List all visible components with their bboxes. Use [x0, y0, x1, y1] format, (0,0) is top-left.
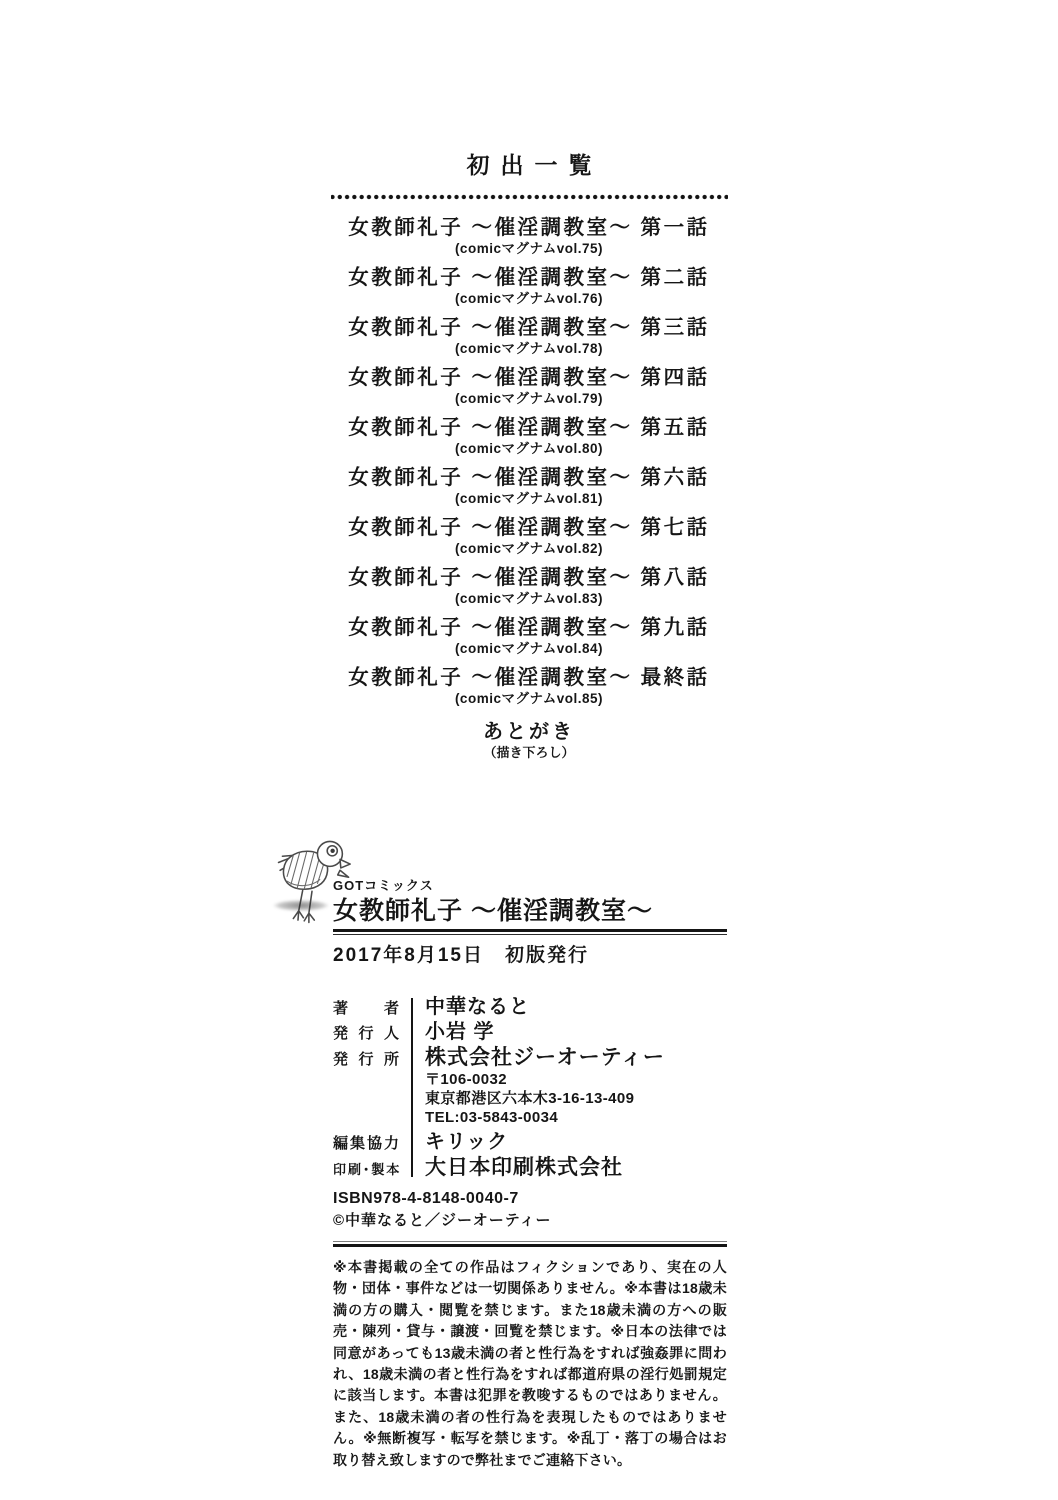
credit-label: 発行所	[333, 1051, 399, 1068]
credit-label: 著者	[333, 1000, 399, 1017]
chapter-entry	[0, 616, 1058, 657]
got-bird-mascot-icon	[273, 836, 351, 931]
credit-value: 大日本印刷株式会社	[425, 1156, 623, 1179]
credit-row-printing	[333, 1155, 727, 1180]
first-appearance-section	[0, 150, 1058, 762]
credits-vertical-divider	[411, 998, 413, 1177]
book-title: 女教師礼子 ～催淫調教室～	[333, 897, 653, 925]
chapter-entry	[0, 416, 1058, 457]
chapter-title: 女教師礼子 ～催淫調教室～ 第四話	[348, 366, 710, 389]
chapter-title: 女教師礼子 ～催淫調教室～ 最終話	[348, 666, 710, 689]
imprint-label: GOTコミックス	[333, 878, 434, 893]
chapter-source: (comicマグナムvol.79)	[454, 391, 604, 406]
chapter-title: 女教師礼子 ～催淫調教室～ 第八話	[348, 566, 710, 589]
chapter-entry	[0, 566, 1058, 607]
chapter-title: 女教師礼子 ～催淫調教室～ 第二話	[348, 266, 710, 289]
chapter-title: 女教師礼子 ～催淫調教室～ 第五話	[348, 416, 710, 439]
credits-table	[333, 995, 727, 1180]
chapter-entry	[0, 316, 1058, 357]
publisher-phone: TEL:03-5843-0034	[425, 1109, 559, 1126]
chapter-title: 女教師礼子 ～催淫調教室～ 第七話	[348, 516, 710, 539]
credit-row-editing	[333, 1130, 727, 1155]
chapter-entry	[0, 266, 1058, 307]
publisher-postal-code: 〒106-0032	[425, 1071, 507, 1088]
colophon-section	[271, 836, 731, 1471]
disclaimer-divider	[333, 1241, 727, 1247]
disclaimer-text: ※本書掲載の全ての作品はフィクションであり、実在の人物・団体・事件などは一切関係ありません。※本書は18歳未満の方の購入・閲覧を禁じます。また18歳未満の方への販売・陳列・貸与・譲渡・回覧を禁じます。※日本の法律では同意があっても13歳未満の者と性行為をすれば強姦罪に問われ、18歳未満の者と性行為をすれば都道府県の淫行処罰規定に該当します。本書は犯罪を教唆するものではありません。また、18歳未満の者の性行為を表現したものではありません。※無断複写・転写を禁じます。※乱丁・落丁の場合はお取り替え致しますので弊社までご連絡下さい。	[333, 1259, 727, 1468]
mascot-shadow	[273, 900, 329, 911]
chapter-entry	[0, 466, 1058, 507]
publication-date: 2017年8月15日 初版発行	[333, 945, 589, 966]
colophon-text	[333, 836, 727, 1471]
credit-row-author	[333, 995, 727, 1020]
chapter-title: 女教師礼子 ～催淫調教室～ 第一話	[348, 216, 710, 239]
credit-label: 編集協力	[333, 1135, 399, 1152]
chapter-source: (comicマグナムvol.78)	[454, 341, 604, 356]
isbn: ISBN978-4-8148-0040-7	[333, 1190, 519, 1207]
chapter-title: 女教師礼子 ～催淫調教室～ 第六話	[348, 466, 710, 489]
chapter-entry	[0, 216, 1058, 257]
chapter-title: 女教師礼子 ～催淫調教室～ 第三話	[348, 316, 710, 339]
title-underline	[333, 929, 727, 935]
section-heading: 初出一覧	[466, 152, 603, 178]
afterword	[0, 720, 1058, 762]
chapter-source: (comicマグナムvol.81)	[454, 491, 604, 506]
chapter-list	[0, 216, 1058, 707]
credit-value: 小岩 学	[425, 1021, 495, 1043]
afterword-title: あとがき	[483, 721, 575, 743]
chapter-entry	[0, 366, 1058, 407]
credit-label: 発行人	[333, 1025, 399, 1042]
credit-value: 中華なると	[425, 996, 530, 1018]
chapter-source: (comicマグナムvol.83)	[454, 591, 604, 606]
chapter-source: (comicマグナムvol.75)	[454, 241, 604, 256]
chapter-source: (comicマグナムvol.82)	[454, 541, 604, 556]
dotted-divider	[331, 194, 728, 200]
chapter-entry	[0, 666, 1058, 707]
chapter-source: (comicマグナムvol.84)	[454, 641, 604, 656]
chapter-source: (comicマグナムvol.80)	[454, 441, 604, 456]
credit-value: キリック	[425, 1131, 509, 1153]
publisher-address: 東京都港区六本木3-16-13-409	[425, 1090, 635, 1107]
credit-value: 株式会社ジーオーティー	[425, 1046, 665, 1069]
chapter-entry	[0, 516, 1058, 557]
copyright: ©中華なると／ジーオーティー	[333, 1212, 552, 1229]
afterword-note: （描き下ろし）	[483, 745, 575, 760]
chapter-source: (comicマグナムvol.76)	[454, 291, 604, 306]
credit-row-publisher-company	[333, 1045, 727, 1127]
chapter-title: 女教師礼子 ～催淫調教室～ 第九話	[348, 616, 710, 639]
credit-row-publisher-person	[333, 1020, 727, 1045]
chapter-source: (comicマグナムvol.85)	[454, 691, 604, 706]
credit-label: 印刷･製本	[333, 1162, 399, 1177]
